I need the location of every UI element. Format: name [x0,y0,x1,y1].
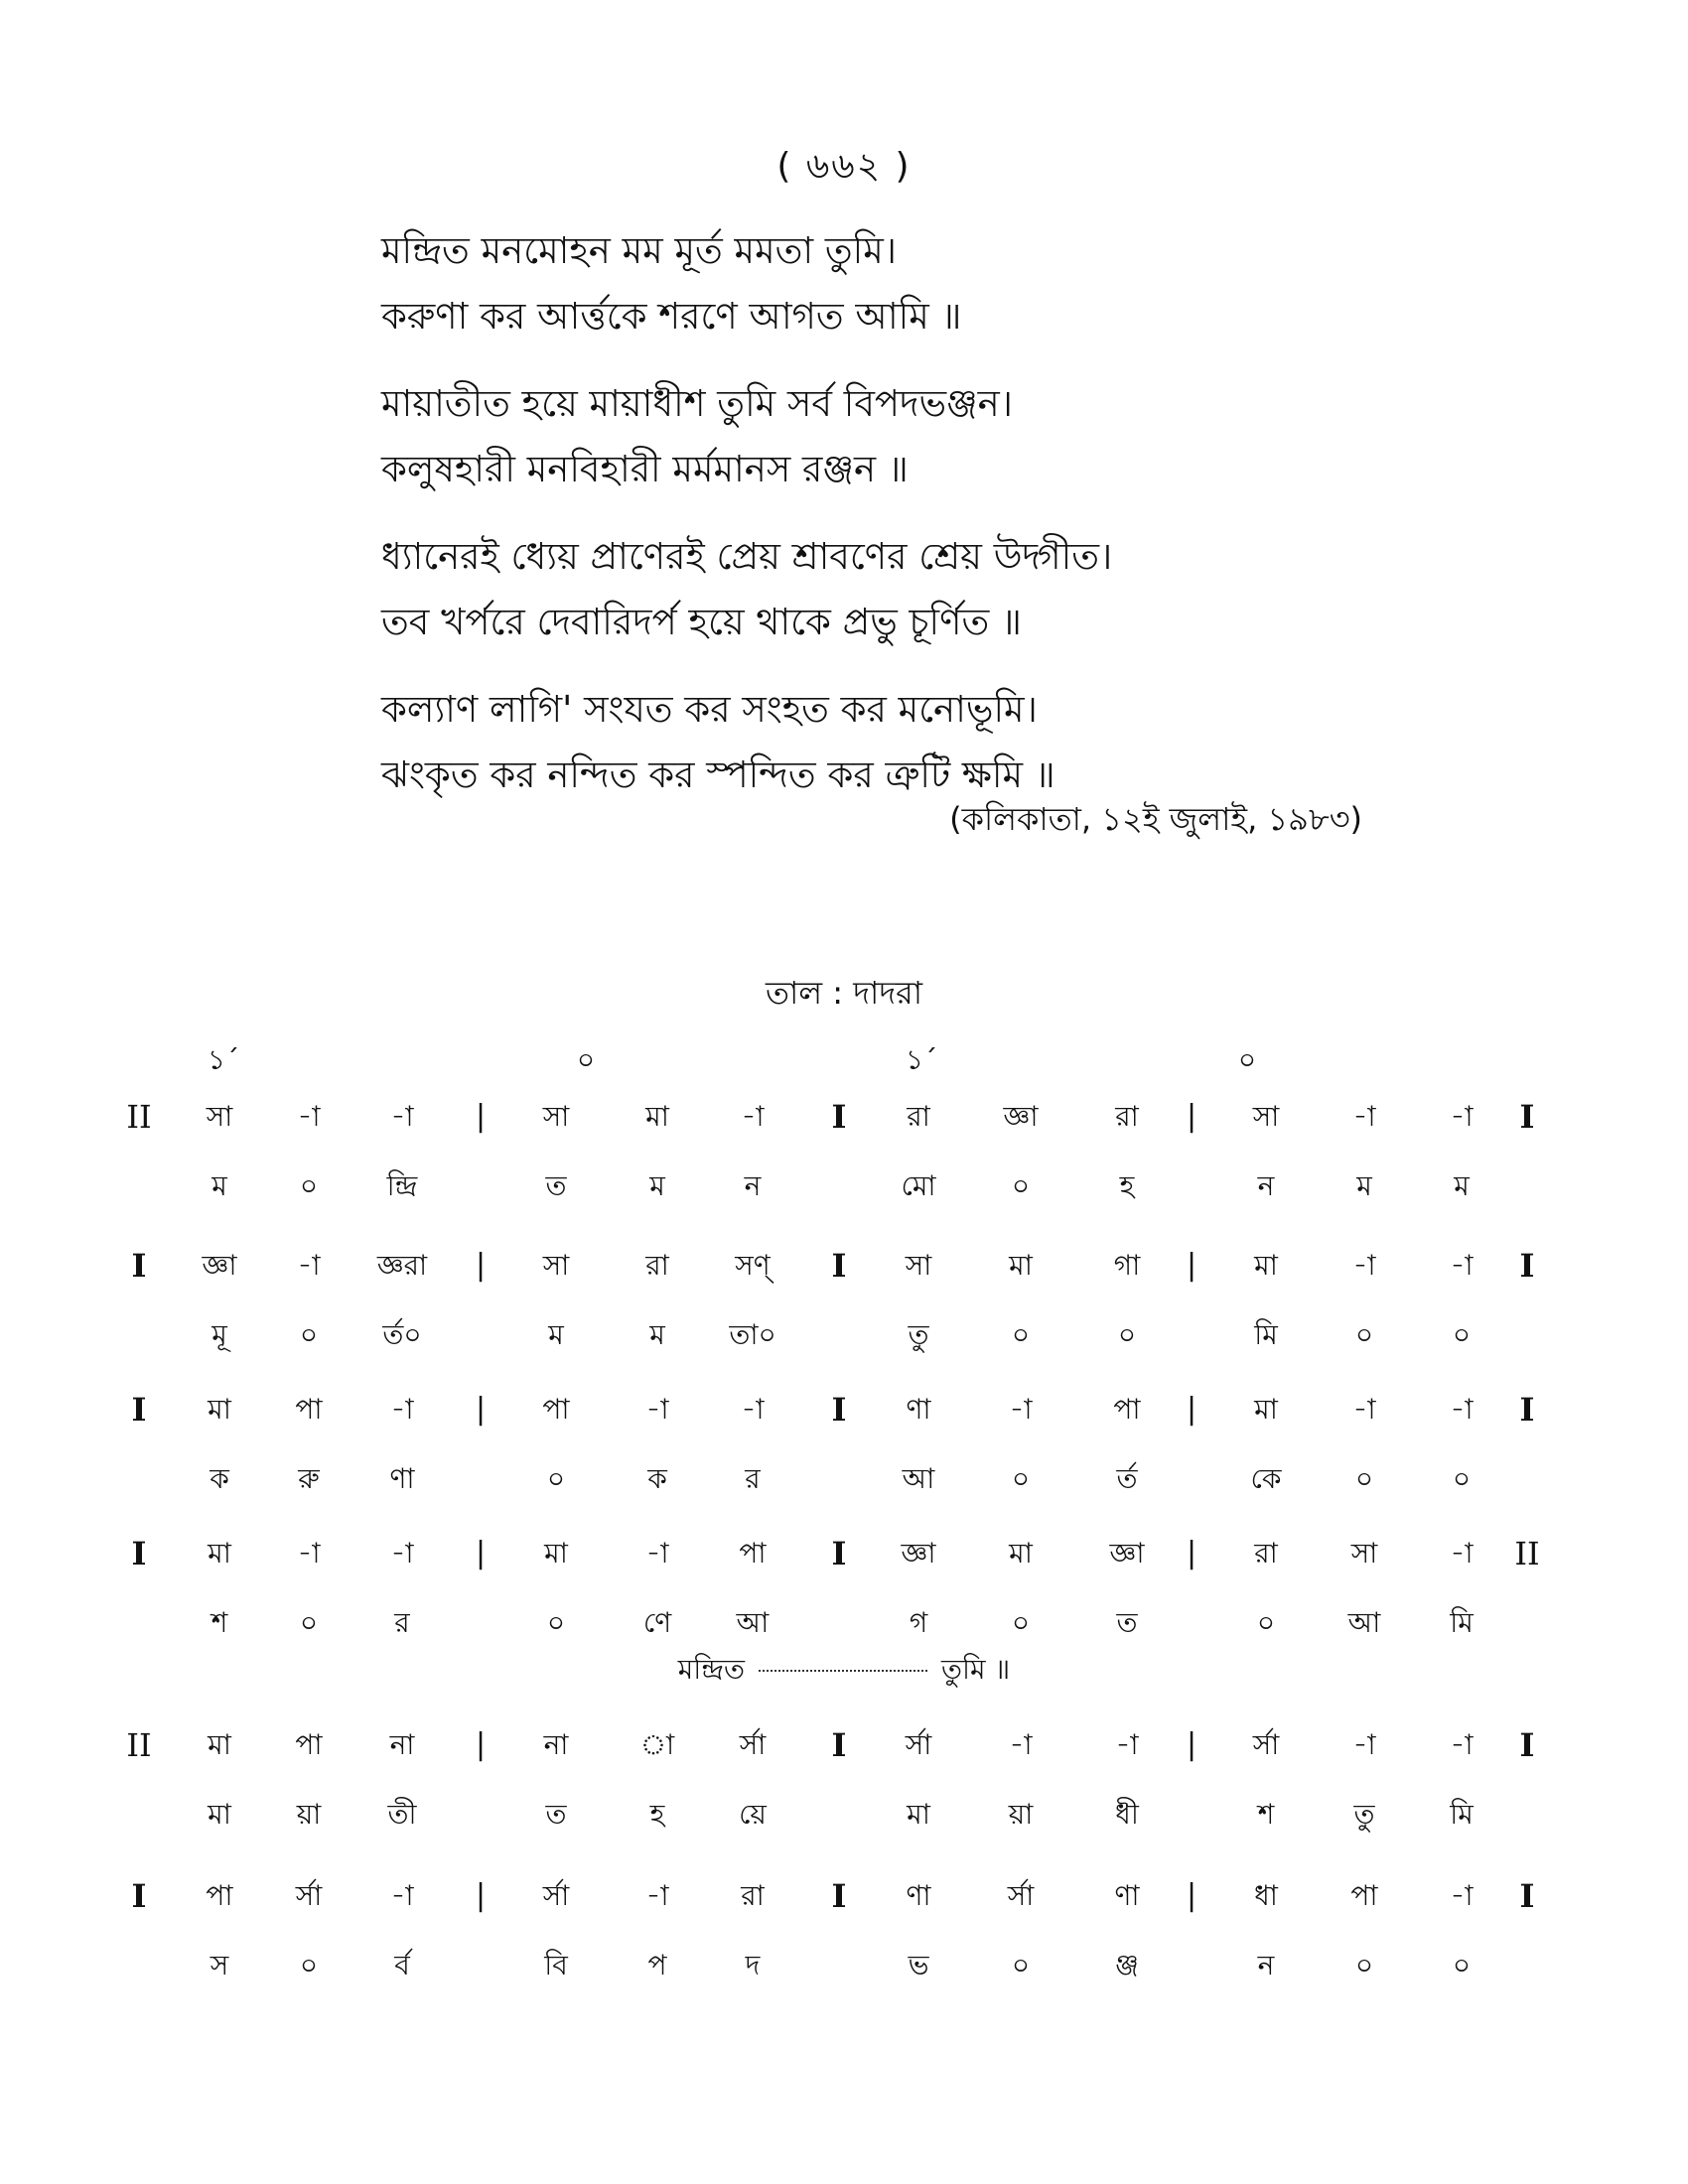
swara-note: ধা [1254,1879,1278,1912]
swara-note: া [639,1728,675,1761]
lyric-syllable: ভ [908,1949,929,1981]
swara-note: র্সা [295,1879,323,1912]
swara-note: রা [1115,1100,1139,1133]
lyric-syllable: মি [1450,1606,1474,1639]
lyric-syllable: য়ে [739,1798,767,1831]
tala-marker: ১´ [207,1043,240,1076]
barline: I [1519,1877,1535,1915]
lyric-line: মায়াতীত হয়ে মায়াধীশ তুমি সর্ব বিপদভঞ্জন। [381,382,1013,425]
swara-note: র্সা [739,1728,767,1761]
lyric-syllable: মূ [211,1318,227,1351]
lyric-syllable: বি [544,1949,568,1981]
swara-note: জ্ঞরা [376,1249,428,1282]
barline: | [475,1392,487,1427]
refrain-start: মন্দ্রিত [677,1653,745,1686]
refrain-end: তুমি ॥ [940,1653,1011,1686]
swara-note: মা [1254,1393,1278,1426]
lyric-syllable: ম [1356,1169,1372,1202]
swara-note: -া [1352,1100,1376,1133]
swara-note: -া [1450,1100,1474,1133]
lyric-syllable: তী [387,1798,417,1831]
lyric-syllable: ক [647,1462,667,1495]
lyric-syllable: কে [1250,1462,1282,1495]
lyric-syllable: মি [1254,1318,1278,1351]
lyric-line: তব খর্পরে দেবারিদর্প হয়ে থাকে প্রভু চূর্ণিত ॥ [381,601,1022,643]
lyric-syllable: ম [649,1169,665,1202]
lyric-syllable: ০ [1011,1606,1031,1639]
lyric-syllable: ন্দ্রি [386,1169,418,1202]
lyric-syllable: ০ [299,1949,319,1981]
tala-marker: ০ [1237,1043,1257,1076]
barline: I [1519,1247,1535,1285]
barline: I [831,1877,847,1915]
lyric-syllable: র [394,1606,410,1639]
swara-note: ণা [906,1393,931,1426]
lyric-syllable: মি [1450,1798,1474,1831]
swara-note: র্সা [1007,1879,1035,1912]
barline: I [831,1247,847,1285]
lyric-syllable: ত [545,1798,567,1831]
lyric-syllable: র্ত০ [382,1318,422,1351]
barline: | [1186,1727,1197,1762]
barline: | [1186,1878,1197,1913]
lyric-syllable: ম [548,1318,564,1351]
swara-note: পা [295,1728,323,1761]
lyric-line: করুণা কর আর্ত্তকে শরণে আগত আমি ॥ [381,295,962,338]
swara-note: -া [390,1879,414,1912]
swara-note: -া [1450,1249,1474,1282]
lyric-syllable: হ [649,1798,665,1831]
swara-note: -া [1450,1728,1474,1761]
swara-note: -া [1352,1728,1376,1761]
lyric-syllable: ০ [1452,1949,1472,1981]
lyric-syllable: ০ [1256,1606,1276,1639]
swara-note: না [543,1728,569,1761]
page-number: ( ৬৬২ ) [776,146,912,187]
lyric-syllable: য়া [296,1798,322,1831]
barline: I [831,1391,847,1429]
lyric-syllable: ক [210,1462,229,1495]
lyric-syllable: রু [298,1462,320,1495]
swara-note: -া [1009,1728,1033,1761]
swara-note: -া [1450,1393,1474,1426]
swara-note: -া [390,1393,414,1426]
lyric-syllable: ০ [1354,1318,1374,1351]
barline: I [1519,1098,1535,1136]
barline: | [475,1878,487,1913]
swara-note: সা [1350,1537,1378,1570]
swara-note: -া [390,1537,414,1570]
lyric-syllable: ন [744,1169,762,1202]
barline: | [1186,1392,1197,1427]
lyric-syllable: ঞ্জ [1115,1949,1139,1981]
swara-note: গা [1113,1249,1141,1282]
swara-note: পা [739,1537,767,1570]
lyric-syllable: ০ [546,1606,566,1639]
barline: | [475,1099,487,1134]
swara-note: পা [1113,1393,1141,1426]
refrain-dots [759,1670,927,1672]
lyric-syllable: মা [208,1798,231,1831]
swara-note: -া [1450,1879,1474,1912]
barline: | [475,1536,487,1570]
refrain-line [0,1648,1688,1695]
swara-note: রা [907,1100,930,1133]
lyric-syllable: ধী [1115,1798,1139,1831]
swara-note: জ্ঞা [1003,1100,1039,1133]
barline: I [1519,1391,1535,1429]
barline: | [475,1248,487,1283]
lyric-syllable: ০ [1117,1318,1137,1351]
lyric-syllable: ত [545,1169,567,1202]
composition-dateline: (কলিকাতা, ১২ই জুলাই, ১৯৮৩) [949,800,1362,838]
swara-note: মা [208,1393,231,1426]
lyric-syllable: ০ [299,1606,319,1639]
lyric-syllable: তু [1353,1798,1375,1831]
swara-note: -া [1352,1249,1376,1282]
lyric-line: কল্যাণ লাগি' সংযত কর সংহত কর মনোভূমি। [381,688,1038,731]
swara-note: মা [1254,1249,1278,1282]
lyric-syllable: ন [1257,1949,1275,1981]
swara-note: জ্ঞা [901,1537,936,1570]
swara-note: -া [645,1879,669,1912]
lyric-line: ধ্যানেরই ধ্যেয় প্রাণেরই প্রেয় শ্রাবণের শ্রেয় উদ্গীত। [381,535,1113,578]
lyric-syllable: হ [1119,1169,1135,1202]
lyric-syllable: শ [211,1606,228,1639]
barline: | [1186,1099,1197,1134]
lyric-line: কলুষহারী মনবিহারী মর্মমানস রঞ্জন ॥ [381,448,909,490]
swara-note: -া [645,1537,669,1570]
swara-note: মা [544,1537,568,1570]
swara-note: -া [1009,1393,1033,1426]
tala-marker: ১´ [905,1043,938,1076]
swara-note: -া [741,1393,765,1426]
lyric-syllable: ০ [1011,1949,1031,1981]
barline: I [831,1726,847,1764]
barline: II [126,1726,152,1764]
swara-note: পা [295,1393,323,1426]
lyric-syllable: ন [1257,1169,1275,1202]
lyric-syllable: গ [909,1606,928,1639]
lyric-syllable: ০ [1354,1462,1374,1495]
swara-note: -া [297,1537,321,1570]
swara-note: মা [1009,1537,1033,1570]
barline: | [1186,1248,1197,1283]
barline: | [1186,1536,1197,1570]
barline: II [126,1098,152,1136]
lyric-syllable: প [647,1949,667,1981]
barline: I [131,1247,147,1285]
swara-note: সা [542,1100,570,1133]
lyric-syllable: আ [736,1606,770,1639]
lyric-syllable: ণা [389,1462,415,1495]
lyric-syllable: র্ব [394,1949,410,1981]
barline: I [831,1535,847,1572]
swara-note: সা [1252,1100,1280,1133]
swara-note: মা [645,1100,669,1133]
lyric-syllable: স [210,1949,229,1981]
barline: I [1519,1726,1535,1764]
barline: II [1514,1535,1540,1572]
barline: I [831,1098,847,1136]
barline: I [131,1877,147,1915]
swara-note: ণা [906,1879,931,1912]
lyric-syllable: ০ [1452,1462,1472,1495]
swara-note: -া [1352,1393,1376,1426]
lyric-syllable: ০ [1452,1318,1472,1351]
swara-note: -া [1450,1537,1474,1570]
swara-note: পা [542,1393,570,1426]
swara-note: পা [206,1879,233,1912]
swara-note: সা [542,1249,570,1282]
swara-note: সণ্ [735,1249,771,1282]
lyric-syllable: ০ [1011,1462,1031,1495]
lyric-syllable: দ [745,1949,761,1981]
swara-note: সা [905,1249,932,1282]
lyric-syllable: ০ [299,1169,319,1202]
swara-note: -া [645,1393,669,1426]
swara-note: জ্ঞা [202,1249,237,1282]
lyric-syllable: ০ [1011,1169,1031,1202]
lyric-syllable: মা [907,1798,930,1831]
lyric-syllable: ম [1454,1169,1470,1202]
lyric-syllable: ০ [1011,1318,1031,1351]
swara-note: জ্ঞা [1109,1537,1145,1570]
swara-note: রা [645,1249,669,1282]
lyric-syllable: ০ [546,1462,566,1495]
lyric-syllable: ণে [642,1606,672,1639]
swara-note: -া [297,1249,321,1282]
lyric-syllable: আ [902,1462,935,1495]
lyric-syllable: মো [901,1169,936,1202]
lyric-line: মন্দ্রিত মনমোহন মম মূর্ত মমতা তুমি। [381,229,898,272]
swara-note: র্সা [542,1879,570,1912]
lyric-syllable: ০ [1354,1949,1374,1981]
lyric-syllable: ম [211,1169,227,1202]
swara-note: র্সা [1252,1728,1280,1761]
tala-marker: ০ [576,1043,596,1076]
lyric-syllable: শ [1257,1798,1275,1831]
barline: | [475,1727,487,1762]
swara-note: রা [741,1879,765,1912]
swara-note: -া [741,1100,765,1133]
lyric-syllable: ত [1116,1606,1138,1639]
lyric-syllable: তু [908,1318,929,1351]
lyric-syllable: র্ত [1116,1462,1138,1495]
lyric-syllable: র [745,1462,761,1495]
swara-note: ণা [1114,1879,1140,1912]
swara-note: রা [1254,1537,1278,1570]
lyric-syllable: ম [649,1318,665,1351]
lyric-syllable: তা০ [729,1318,776,1351]
swara-note: -া [1115,1728,1139,1761]
tala-heading: তাল : দাদরা [765,974,923,1012]
swara-note: মা [208,1728,231,1761]
swara-note: র্সা [905,1728,932,1761]
swara-note: মা [208,1537,231,1570]
swara-note: না [389,1728,415,1761]
swara-note: -া [297,1100,321,1133]
lyric-syllable: ০ [299,1318,319,1351]
barline: I [131,1535,147,1572]
lyric-line: ঝংকৃত কর নন্দিত কর স্পন্দিত কর ত্রুটি ক্ষমি ॥ [381,753,1055,796]
swara-note: -া [390,1100,414,1133]
swara-note: মা [1009,1249,1033,1282]
lyric-syllable: য়া [1008,1798,1034,1831]
swara-note: পা [1350,1879,1378,1912]
swara-note: সা [206,1100,233,1133]
lyric-syllable: আ [1347,1606,1381,1639]
barline: I [131,1391,147,1429]
